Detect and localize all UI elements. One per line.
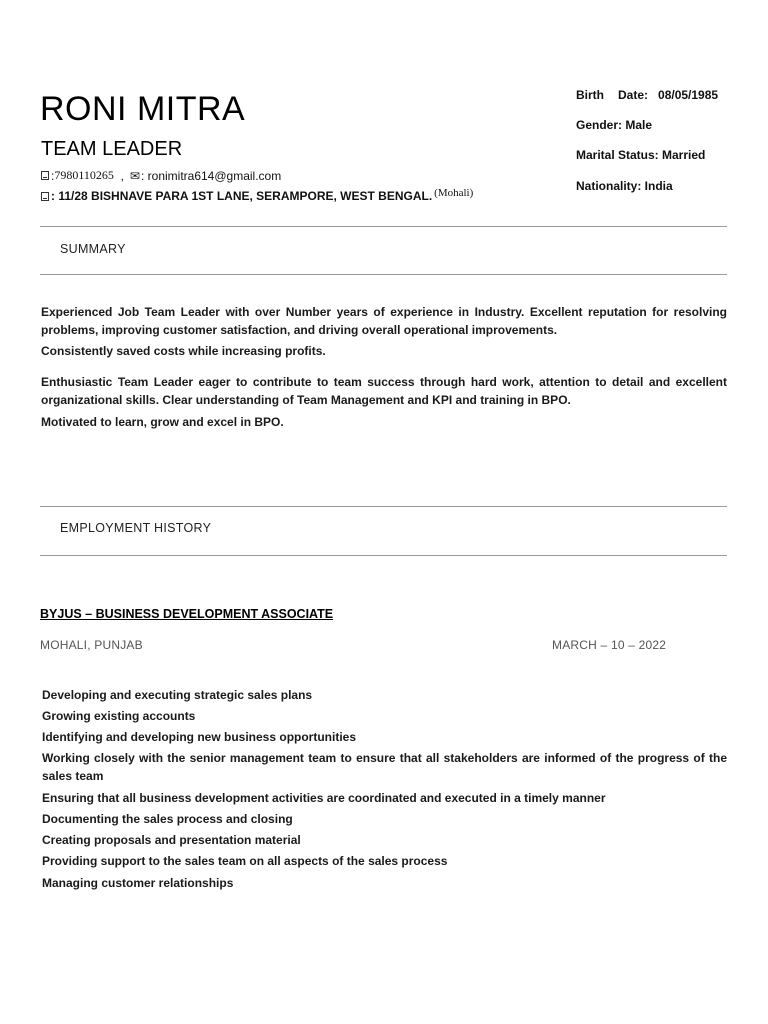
duty-item: Providing support to the sales team on all aspects of the sales process xyxy=(42,854,448,868)
summary-paragraph-1-line-2: problems, improving customer satisfaction, and driving overall operational improvements. xyxy=(41,323,558,337)
birth-label: Birth xyxy=(576,88,604,102)
contact-line-phone-email xyxy=(41,168,281,183)
location-icon xyxy=(41,192,49,201)
marital-status-row: Marital Status: Married xyxy=(576,148,706,162)
summary-paragraph-3-line-2: organizational skills. Clear understanding of Team Management and KPI and training in BPO. xyxy=(41,393,571,407)
summary-paragraph-2: Consistently saved costs while increasing profits. xyxy=(41,344,326,358)
gender-row: Gender: Male xyxy=(576,118,653,132)
email-address[interactable]: ronimitra614@gmail.com xyxy=(144,168,282,183)
birth-date-value: 08/05/1985 xyxy=(658,88,719,102)
duty-item: Creating proposals and presentation material xyxy=(42,833,301,847)
phone-icon xyxy=(41,171,49,180)
phone-number: 7980110265 xyxy=(54,168,114,182)
phone-label: : xyxy=(51,168,55,183)
email-label: : xyxy=(140,168,145,183)
summary-paragraph-3-line-1: Enthusiastic Team Leader eager to contribute to team success through hard work, attention to detail and excellent xyxy=(41,375,727,389)
duty-item-continuation: sales team xyxy=(42,769,104,783)
employment-heading: EMPLOYMENT HISTORY xyxy=(60,521,212,535)
section-divider-bottom xyxy=(40,274,727,275)
candidate-role: TEAM LEADER xyxy=(41,138,183,160)
duty-item: Developing and executing strategic sales plans xyxy=(42,688,313,702)
section-divider-top xyxy=(40,506,727,507)
duty-item: Working closely with the senior management team to ensure that all stakeholders are informed of the progress of the xyxy=(42,751,727,765)
date-label: Date: xyxy=(618,88,649,102)
summary-paragraph-4: Motivated to learn, grow and excel in BPO. xyxy=(41,415,284,429)
duty-item: Growing existing accounts xyxy=(42,709,196,723)
job-title: BYJUS – BUSINESS DEVELOPMENT ASSOCIATE xyxy=(40,607,334,621)
candidate-name: RONI MITRA xyxy=(40,90,246,128)
duty-item: Ensuring that all business development activities are coordinated and executed in a timely manner xyxy=(42,791,606,805)
summary-paragraph-1-line-1: Experienced Job Team Leader with over Number years of experience in Industry. Excellent reputation for resolving xyxy=(41,305,727,319)
section-divider-bottom xyxy=(40,555,727,556)
section-divider-top xyxy=(40,226,727,227)
nationality-row: Nationality: India xyxy=(576,179,673,193)
address-note: (Mohali) xyxy=(434,187,474,199)
job-location: MOHALI, PUNJAB xyxy=(40,638,143,652)
birth-date-row xyxy=(576,88,718,102)
summary-heading: SUMMARY xyxy=(60,242,126,256)
contact-separator: , xyxy=(113,168,124,183)
duty-item: Identifying and developing new business opportunities xyxy=(42,730,357,744)
duty-item: Documenting the sales process and closing xyxy=(42,812,293,826)
duty-item: Managing customer relationships xyxy=(42,876,234,890)
contact-line-address xyxy=(41,189,473,203)
envelope-icon: ✉ xyxy=(129,168,140,183)
job-date: MARCH – 10 – 2022 xyxy=(552,638,667,652)
address-text: : 11/28 BISHNAVE PARA 1ST LANE, SERAMPORE, WEST BENGAL. xyxy=(51,189,433,203)
